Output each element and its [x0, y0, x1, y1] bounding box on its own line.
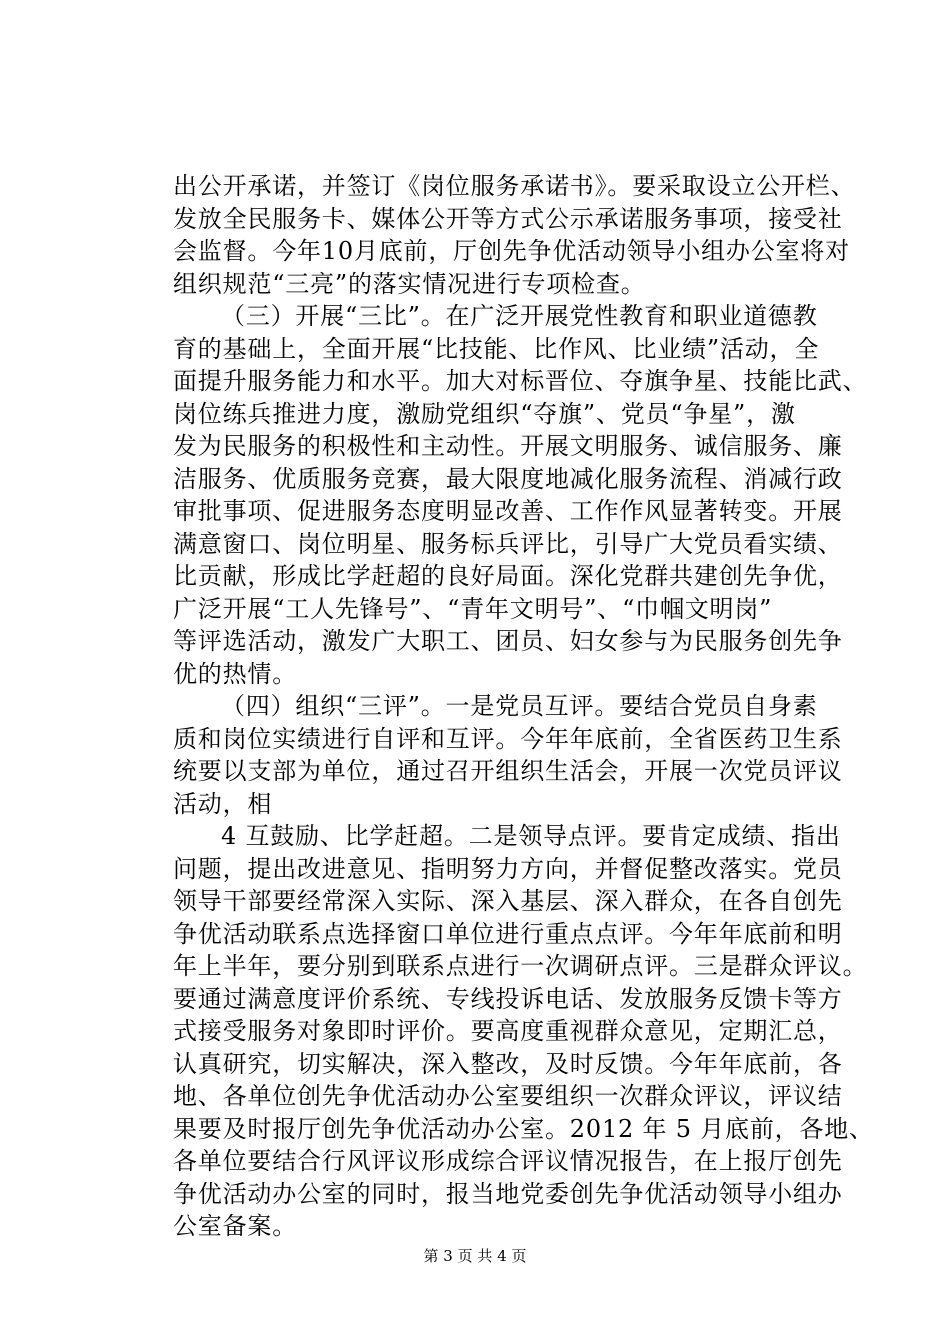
body-line: 式接受服务对象即时评价。要高度重视群众意见，定期汇总，: [173, 1017, 843, 1045]
body-line: 出公开承诺，并签订《岗位服务承诺书》。要采取设立公开栏、: [173, 172, 856, 200]
body-line: 各单位要结合行风评议形成综合评议情况报告，在上报厅创先: [173, 1147, 843, 1175]
body-line: 争优活动办公室的同时，报当地党委创先争优活动领导小组办: [173, 1179, 843, 1208]
body-line: 会监督。今年10月底前，厅创先争优活动领导小组办公室将对: [173, 237, 850, 265]
body-line: 洁服务、优质服务竞赛，最大限度地减化服务流程、消减行政: [173, 464, 843, 493]
body-line: 等评选活动，激发广大职工、团员、妇女参与为民服务创先争: [173, 627, 843, 655]
body-line: 年上半年，要分别到联系点进行一次调研点评。三是群众评议。: [173, 952, 868, 980]
body-line-indented: 4 互鼓励、比学赶超。二是领导点评。要肯定成绩、指出: [221, 822, 841, 850]
section-3-heading-line: （三）开展“三比”。在广泛开展党性教育和职业道德教: [221, 302, 818, 330]
body-line: 质和岗位实绩进行自评和互评。今年年底前，全省医药卫生系: [173, 724, 843, 753]
body-line: 发为民服务的积极性和主动性。开展文明服务、诚信服务、廉: [173, 432, 843, 460]
body-line: 广泛开展“工人先锋号”、“青年文明号”、“巾帼文明岗”: [173, 594, 773, 623]
body-line: 争优活动联系点选择窗口单位进行重点点评。今年年底前和明: [173, 919, 843, 948]
body-line: 活动，相: [173, 789, 273, 818]
body-line: 满意窗口、岗位明星、服务标兵评比，引导广大党员看实绩、: [173, 529, 843, 558]
body-line: 组织规范“三亮”的落实情况进行专项检查。: [173, 269, 646, 298]
body-line: 统要以支部为单位，通过召开组织生活会，开展一次党员评议: [173, 757, 843, 785]
body-line: 审批事项、促进服务态度明显改善、工作作风显著转变。开展: [173, 497, 843, 525]
body-line: 育的基础上，全面开展“比技能、比作风、比业绩”活动，全: [173, 334, 820, 363]
body-line: 认真研究，切实解决，深入整改，及时反馈。今年年底前，各: [173, 1049, 843, 1078]
section-4-heading-line: （四）组织“三评”。一是党员互评。要结合党员自身素: [221, 692, 818, 720]
body-line: 岗位练兵推进力度，激励党组织“夺旗”、党员“争星”，激: [173, 399, 796, 428]
body-line: 问题，提出改进意见、指明努力方向，并督促整改落实。党员: [173, 854, 843, 883]
body-line: 优的热情。: [173, 659, 297, 688]
body-line: 地、各单位创先争优活动办公室要组织一次群众评议，评议结: [173, 1082, 843, 1110]
body-line: 要通过满意度评价系统、专线投诉电话、发放服务反馈卡等方: [173, 984, 843, 1013]
body-line: 发放全民服务卡、媒体公开等方式公示承诺服务事项，接受社: [173, 204, 843, 233]
body-line: 公室备案。: [173, 1212, 297, 1240]
body-line: 果要及时报厅创先争优活动办公室。2012 年 5 月底前，各地、: [173, 1114, 874, 1143]
page-number-footer: 第 3 页 共 4 页: [423, 1247, 527, 1265]
body-line: 面提升服务能力和水平。加大对标晋位、夺旗争星、技能比武、: [173, 367, 868, 395]
document-body: [173, 170, 874, 1243]
body-line: 领导干部要经常深入实际、深入基层、深入群众，在各自创先: [173, 887, 843, 915]
body-line: 比贡献，形成比学赶超的良好局面。深化党群共建创先争优，: [173, 562, 843, 590]
